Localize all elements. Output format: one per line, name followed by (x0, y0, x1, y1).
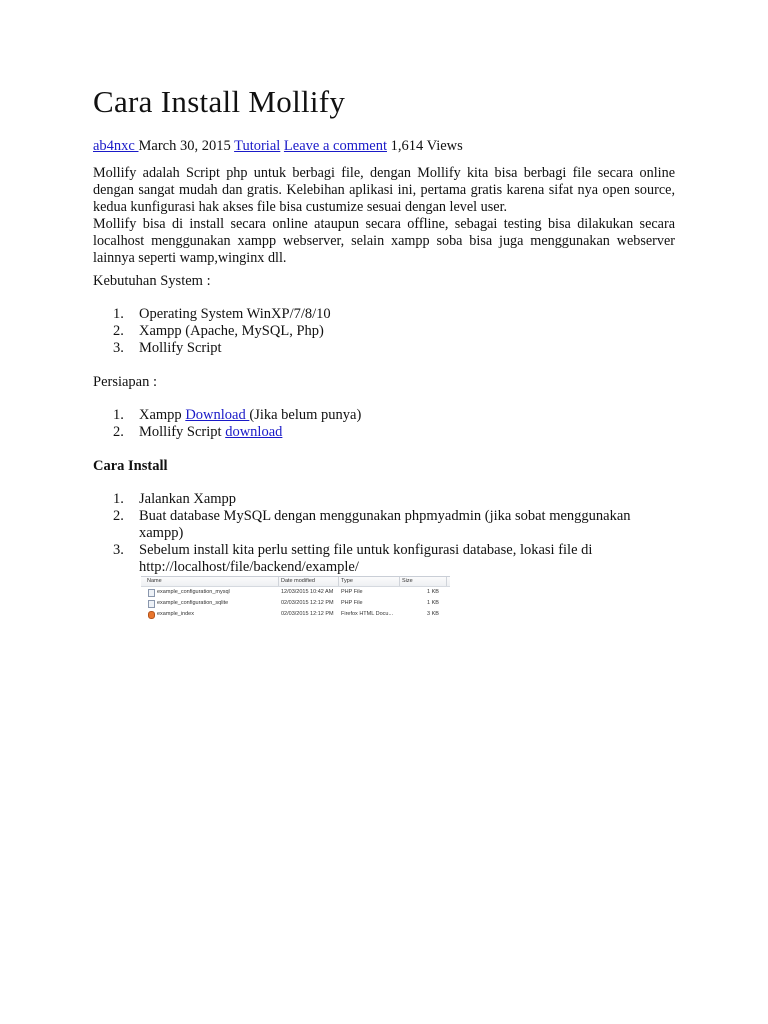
list-item: 2. Xampp (Apache, MySQL, Php) (113, 323, 324, 339)
list-item: 2. Mollify Script download (113, 424, 283, 440)
php-file-icon (148, 589, 155, 597)
file-name: example_configuration_mysql (157, 589, 230, 595)
php-file-icon (148, 600, 155, 608)
install-heading: Cara Install (93, 458, 168, 474)
list-item: 1. Operating System WinXP/7/8/10 (113, 306, 331, 322)
file-row (141, 598, 450, 609)
category-link[interactable]: Tutorial (234, 138, 281, 154)
file-type: PHP File (341, 600, 363, 606)
xampp-download-link[interactable]: Download (185, 407, 250, 423)
column-header-type: Type (341, 578, 353, 584)
file-name: example_configuration_sqlite (157, 600, 229, 606)
file-date: 02/03/2015 12:12 PM (281, 600, 334, 606)
intro-paragraph: Mollify bisa di install secara online ataupun secara offline, sebagai testing bisa dilakukan secara localhost menggunakan xampp webserver, selain xampp soba bisa juga menggunakan webserver lainnya seperti wamp,winginx dll. (93, 215, 675, 266)
list-item: 3. Sebelum install kita perlu setting file untuk konfigurasi database, lokasi file di http://localhost/file/backend/example/ (113, 542, 593, 575)
file-date: 12/03/2015 10:42 AM (281, 589, 334, 595)
prep-label: Persiapan : (93, 374, 158, 390)
page-title: Cara Install Mollify (93, 84, 346, 119)
intro-paragraph: Mollify adalah Script php untuk berbagi file, dengan Mollify kita bisa berbagi file secara online dengan sangat mudah dan gratis. Kelebihan aplikasi ini, pertama gratis karena sifat nya open source, kedua kunfigurasi hak akses file bisa custumize sesuai dengan level user. (93, 165, 675, 215)
view-count: 1,614 Views (390, 138, 463, 154)
intro-text (93, 165, 675, 266)
comment-link[interactable]: Leave a comment (283, 138, 387, 154)
file-explorer-screenshot (141, 576, 450, 622)
requirements-label: Kebutuhan System : (93, 273, 211, 289)
post-date: March 30, 2015 (138, 138, 231, 154)
list-item: 2. Buat database MySQL dengan menggunakan phpmyadmin (jika sobat menggunakan xampp) (113, 508, 631, 541)
file-row (141, 609, 450, 620)
author-link[interactable]: ab4nxc (93, 138, 139, 154)
prep-list (93, 407, 675, 441)
file-row (141, 587, 450, 598)
column-header-date: Date modified (281, 578, 315, 584)
list-item: 3. Mollify Script (113, 340, 222, 356)
firefox-html-icon (148, 611, 155, 619)
file-size: 1 KB (427, 589, 439, 595)
post-meta (93, 138, 463, 155)
file-date: 02/03/2015 12:12 PM (281, 611, 334, 617)
column-header-name: Name (147, 578, 162, 584)
list-item: 1. Xampp Download (Jika belum punya) (113, 407, 362, 423)
file-name: example_index (157, 611, 194, 617)
file-type: Firefox HTML Docu... (341, 611, 394, 617)
mollify-download-link[interactable]: download (225, 424, 283, 440)
column-header-size: Size (402, 578, 413, 584)
requirements-list (93, 306, 675, 357)
install-steps-list (93, 491, 675, 576)
file-size: 3 KB (427, 611, 439, 617)
file-type: PHP File (341, 589, 363, 595)
list-item: 1. Jalankan Xampp (113, 491, 237, 507)
file-list-header (141, 576, 450, 587)
file-size: 1 KB (427, 600, 439, 606)
